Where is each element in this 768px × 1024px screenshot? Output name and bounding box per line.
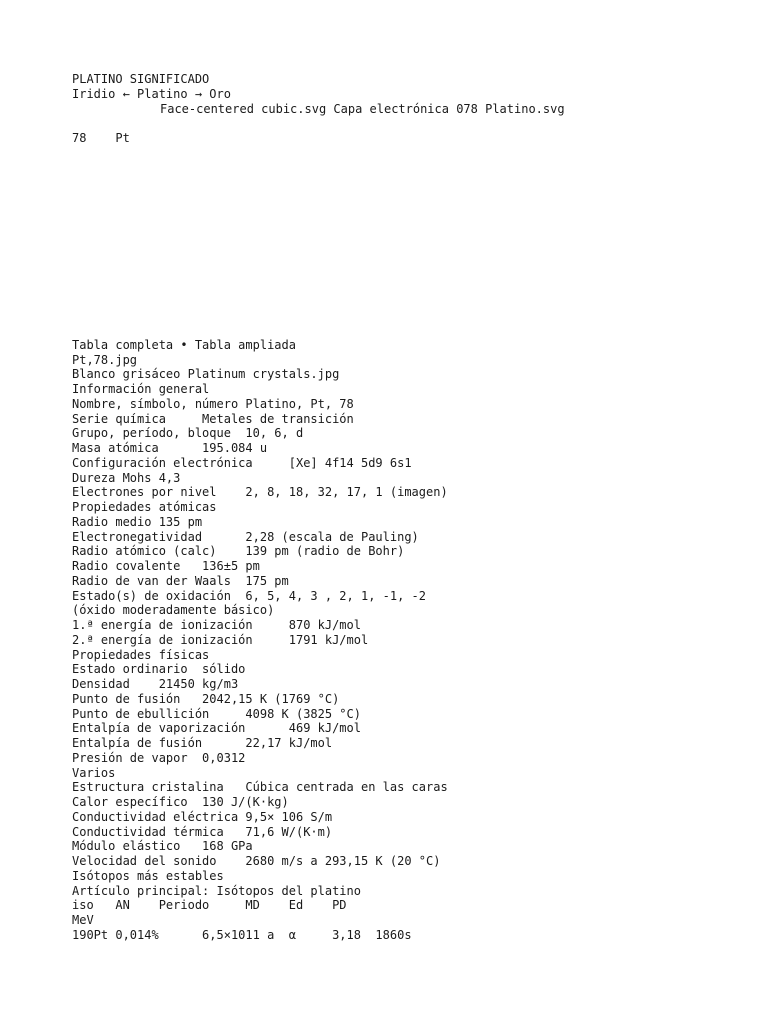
section-heading: Varios xyxy=(72,765,116,780)
text-line: Radio covalente 136±5 pm xyxy=(72,559,260,573)
image-placeholder-area xyxy=(72,146,752,338)
text-line: Punto de fusión 2042,15 K (1769 °C) xyxy=(72,691,340,706)
text-line: Calor específico 130 J/(K·kg) xyxy=(72,795,289,809)
section-heading: Información general xyxy=(72,382,210,396)
text-line: Masa atómica 195.084 u xyxy=(72,441,268,455)
text-line: Entalpía de vaporización 469 kJ/mol xyxy=(72,721,361,736)
text-line: Presión de vapor 0,0312 xyxy=(72,750,246,765)
text-line: Pt,78.jpg xyxy=(72,352,138,367)
table-header: iso AN Periodo MD Ed PD xyxy=(72,898,347,913)
table-header-unit: MeV xyxy=(72,913,94,927)
text-line: Entalpía de fusión 22,17 kJ/mol xyxy=(72,736,333,750)
section-heading: Propiedades físicas xyxy=(72,647,210,662)
text-line: Artículo principal: Isótopos del platino xyxy=(72,883,361,898)
text-line: Módulo elástico 168 GPa xyxy=(72,839,253,854)
text-line: Densidad 21450 kg/m3 xyxy=(72,677,239,691)
text-line: Grupo, período, bloque 10, 6, d xyxy=(72,426,304,441)
text-line: Tabla completa • Tabla ampliada xyxy=(72,337,296,352)
text-line: Electrones por nivel 2, 8, 18, 32, 17, 1 (imagen) xyxy=(72,485,448,500)
text-line: Configuración electrónica [Xe] 4f14 5d9 6s1 xyxy=(72,455,412,470)
text-line: Electronegatividad 2,28 (escala de Pauling) xyxy=(72,529,419,544)
table-row: 190Pt 0,014% 6,5×1011 a α 3,18 1860s xyxy=(72,927,412,942)
text-line: 1.ª energía de ionización 870 kJ/mol xyxy=(72,618,361,632)
text-line: Dureza Mohs 4,3 xyxy=(72,470,181,485)
text-line: Estado ordinario sólido xyxy=(72,662,246,677)
text-line: Estado(s) de oxidación 6, 5, 4, 3 , 2, 1, -1, -2 xyxy=(72,588,427,603)
text-line: (óxido moderadamente básico) xyxy=(72,603,275,618)
text-line: Radio de van der Waals 175 pm xyxy=(72,573,289,588)
text-line: Velocidad del sonido 2680 m/s a 293,15 K (20 °C) xyxy=(72,854,441,868)
text-line: Radio medio 135 pm xyxy=(72,514,203,529)
doc-title: PLATINO SIGNIFICADO xyxy=(72,72,210,86)
text-line: Estructura cristalina Cúbica centrada en las caras xyxy=(72,780,448,795)
text-line: Radio atómico (calc) 139 pm (radio de Bohr) xyxy=(72,544,405,559)
text-line: Conductividad eléctrica 9,5× 106 S/m xyxy=(72,809,333,824)
text-line: 2.ª energía de ionización 1791 kJ/mol xyxy=(72,632,369,647)
text-line: Nombre, símbolo, número Platino, Pt, 78 xyxy=(72,396,354,411)
text-line: Blanco grisáceo Platinum crystals.jpg xyxy=(72,367,340,382)
element-navigation: Iridio ← Platino → Oro xyxy=(72,86,231,101)
image-captions: Face-centered cubic.svg Capa electrónica 078 Platino.svg xyxy=(160,101,565,116)
element-symbol: 78 Pt xyxy=(72,131,130,145)
section-heading: Isótopos más estables xyxy=(72,868,224,883)
blank-line xyxy=(72,116,752,131)
document-page xyxy=(72,72,752,943)
text-line: Punto de ebullición 4098 K (3825 °C) xyxy=(72,706,361,721)
section-heading: Propiedades atómicas xyxy=(72,500,217,514)
text-line: Conductividad térmica 71,6 W/(K·m) xyxy=(72,824,333,839)
text-line: Serie química Metales de transición xyxy=(72,411,354,426)
